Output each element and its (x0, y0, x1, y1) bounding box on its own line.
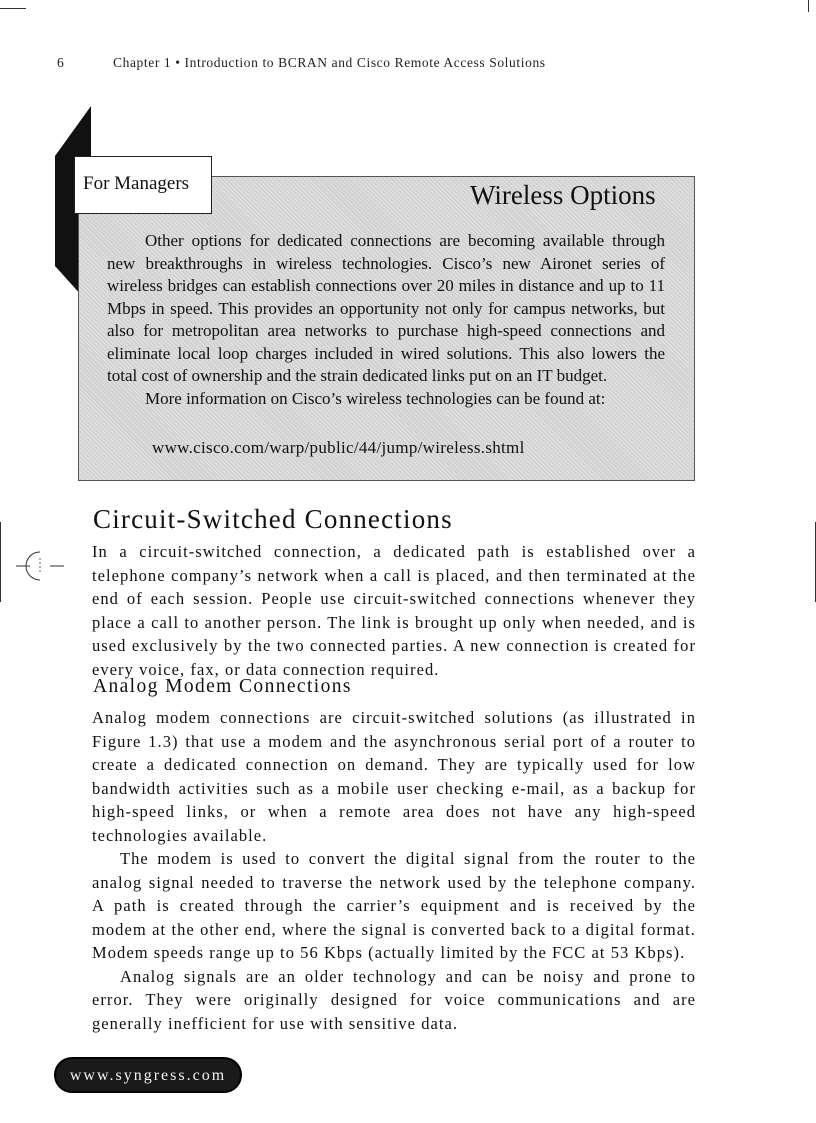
sidebar-paragraph: Other options for dedicated connections are becoming available through new breakthroughs in wireless technologies. Cisco’s new Aironet series of wireless bridges can establish connections over 20 miles in distance and up to 11 Mbps in speed. This provides an opportunity not only for campus networks, but also for metropolitan area networks to purchase high-speed connections and eliminate local loop charges included in wired solutions. This also lowers the total cost of ownership and the strain dedicated links put on an IT budget. (107, 231, 665, 385)
subsection-paragraph: Analog signals are an older technology and can be noisy and prone to error. They were originally designed for voice communications and are generally inefficient for use with sensitive data. (92, 966, 696, 1033)
registration-mark-icon (16, 548, 64, 584)
section-body (92, 540, 696, 681)
running-title: Chapter 1 • Introduction to BCRAN and Cisco Remote Access Solutions (113, 55, 546, 70)
section-paragraph: In a circuit-switched connection, a dedicated path is established over a telephone company’s network when a call is placed, and then terminated at the end of each session. People use circuit-switched connections whenever they place a call to another person. The link is brought up only when needed, and is used exclusively by the two connected parties. A new connection is created for every voice, fax, or data connection required. (92, 542, 696, 679)
running-head (57, 55, 737, 71)
sidebar-body (107, 230, 665, 410)
crop-mark-top-left (0, 8, 26, 9)
crop-mark-top-right (808, 0, 809, 12)
crop-mark-left (0, 522, 1, 602)
sidebar-paragraph: More information on Cisco’s wireless technologies can be found at: (145, 388, 606, 408)
subsection-paragraph: Analog modem connections are circuit-switched solutions (as illustrated in Figure 1.3) that use a modem and the asynchronous serial port of a router to create a dedicated connection on demand. They are typically used for low bandwidth activities such as a mobile user checking e-mail, as a backup for high-speed links, or when a remote area does not have any high-speed technologies available. (92, 708, 696, 845)
subsection-body (92, 706, 696, 1035)
footer-url-badge: www.syngress.com (54, 1057, 242, 1093)
section-heading: Circuit-Switched Connections (93, 504, 453, 534)
subsection-heading: Analog Modem Connections (93, 676, 352, 697)
subsection-paragraph: The modem is used to convert the digital signal from the router to the analog signal needed to traverse the network used by the telephone company. A path is created through the carrier’s equipment and is received by the modem at the other end, where the signal is converted back to a digital format. Modem speeds range up to 56 Kbps (actually limited by the FCC at 53 Kbps). (92, 849, 696, 962)
sidebar-label: For Managers (74, 156, 212, 214)
page-number: 6 (57, 55, 65, 70)
sidebar-title: Wireless Options (470, 180, 656, 210)
sidebar-url: www.cisco.com/warp/public/44/jump/wireless.shtml (152, 438, 525, 457)
